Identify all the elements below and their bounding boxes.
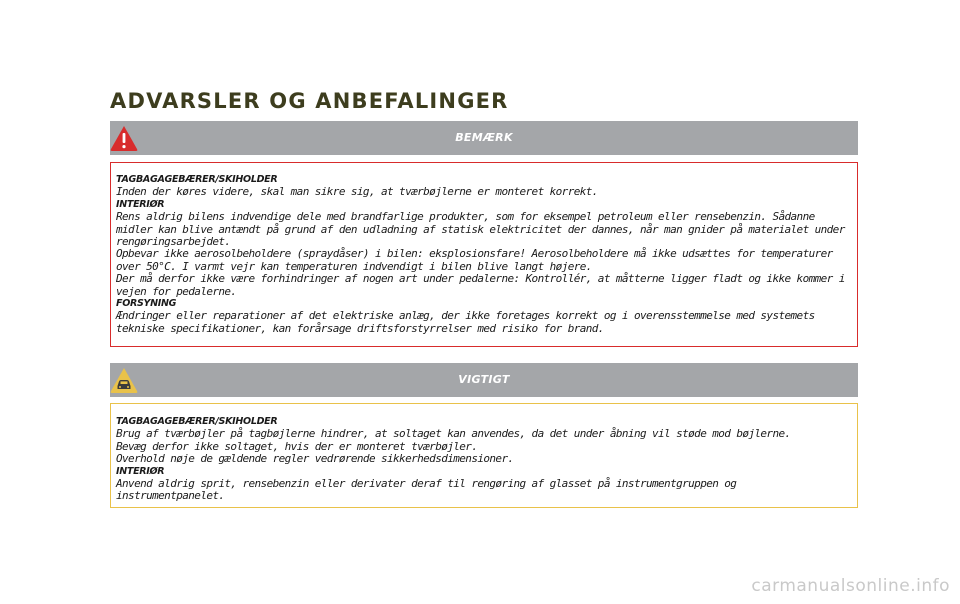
warning-heading-roof-rack: TAGBAGAGEBÆRER/SKIHOLDER xyxy=(116,174,278,185)
important-text: Overhold nøje de gældende regler vedrørende sikkerhedsdimensioner. xyxy=(116,452,514,466)
important-header-bar: VIGTIGT xyxy=(110,363,858,397)
warning-text: Inden der køres videre, skal man sikre sig, at tværbøjlerne er monteret korrekt. xyxy=(116,185,598,199)
warning-content xyxy=(116,174,846,335)
warning-heading-interior: INTERIØR xyxy=(116,198,165,210)
important-text: Anvend aldrig sprit, rensebenzin eller derivater deraf til rengøring af glasset på instrumentgruppen og instrumentpanelet. xyxy=(116,477,737,503)
important-heading-roof-rack: TAGBAGAGEBÆRER/SKIHOLDER xyxy=(116,416,278,427)
watermark: carmanualsonline.info xyxy=(751,576,950,596)
warning-header-bar: BEMÆRK xyxy=(110,121,858,155)
warning-heading-supply: FORSYNING xyxy=(116,298,177,310)
warning-text: Opbevar ikke aerosolbeholdere (spraydåser) i bilen: eksplosionsfare! Aerosolbeholdere må ikke udsættes for temperaturer over 50°C. I varmt vejr kan temperaturen indvendigt i bilen blive langt højere. xyxy=(116,247,833,273)
important-text: Bevæg derfor ikke soltaget, hvis der er monteret tværbøjler. xyxy=(116,439,478,453)
warning-text: Ændringer eller reparationer af det elektriske anlæg, der ikke foretages korrekt og i overensstemmelse med systemets tekniske specifikationer, kan forårsage driftsforstyrrelser med risiko for brand. xyxy=(116,309,815,335)
important-heading-interior: INTERIØR xyxy=(116,465,165,477)
warning-text: Der må derfor ikke være forhindringer af nogen art under pedalerne: Kontrollér, at måtterne ligger fladt og ikke kommer i vejen for pedalerne. xyxy=(116,272,845,298)
warning-text: Rens aldrig bilens indvendige dele med brandfarlige produkter, som for eksempel petroleum eller rensebenzin. Sådanne midler kan blive antændt på grund af den udladning af statisk elektricitet der dannes, når man gnider på materialet under rengøringsarbejdet. xyxy=(116,210,845,249)
important-text: Brug af tværbøjler på tagbøjlerne hindrer, at soltaget kan anvendes, da det under åbning vil støde mod bøjlerne. xyxy=(116,427,791,441)
page-title: ADVARSLER OG ANBEFALINGER xyxy=(110,89,509,113)
car-caution-icon xyxy=(109,366,139,394)
warning-triangle-icon xyxy=(109,124,139,152)
important-content xyxy=(116,416,846,503)
